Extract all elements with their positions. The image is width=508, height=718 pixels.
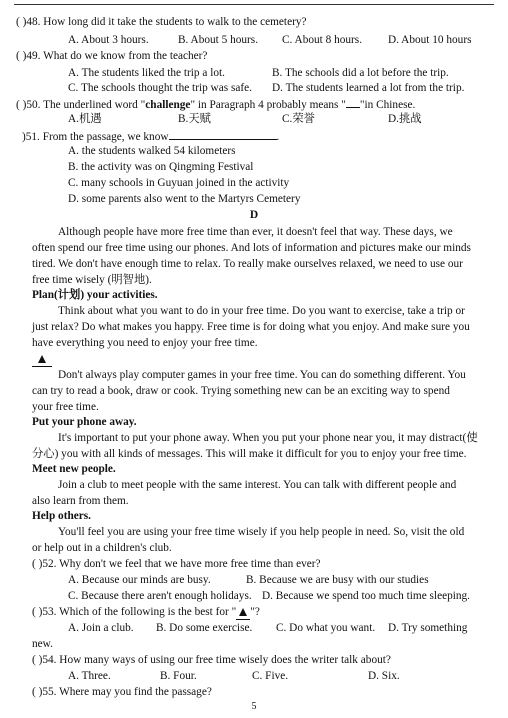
passage-line: tired. We don't have enough time to relax. To really make ourselves relaxed, we need to use our [32,258,463,270]
q49-stem: ( )49. What do we know from the teacher? [16,50,208,62]
q51-option-b: B. the activity was on Qingming Festival [68,161,254,173]
q48-stem: ( )48. How long did it take the students to walk to the cemetery? [16,16,307,28]
q52-option-c: C. Because there aren't enough holidays. [68,590,252,602]
q50-option-d: D.挑战 [388,113,422,125]
q49-option-c: C. The schools thought the trip was safe. [68,82,252,94]
passage-line: Join a club to meet people with the same interest. You can talk with different people and [58,479,457,491]
q51-stem-text: )51. From the passage, we know [22,131,169,143]
q53-option-d-continued: new. [32,638,53,650]
q50-option-c: C.荣誉 [282,113,315,125]
passage-line: Don't always play computer games in your free time. You can do something different. You [58,369,466,381]
q51-option-a: A. the students walked 54 kilometers [68,145,236,157]
passage-line: have everything you need to enjoy your free time. [32,337,258,349]
q53-option-d: D. Try something [388,622,468,634]
q52-option-b: B. Because we are busy with our studies [246,574,429,586]
passage-line: just relax? Do what makes you happy. Free time is for doing what you enjoy. And make sure you [32,321,470,333]
q51-answer-blank [169,129,277,140]
q51-option-d: D. some parents also went to the Martyrs Cemetery [68,193,301,205]
q51-stem-end: . [276,131,280,143]
passage-line: also learn from them. [32,495,129,507]
q51-stem [22,129,279,144]
page-number: 5 [251,701,257,712]
q50-underlined-word: challenge [145,99,191,111]
q53-option-c: C. Do what you want. [276,622,376,634]
heading-plan-activities: Plan(计划) your activities. [32,289,158,301]
triangle-icon [239,608,247,616]
passage-line: your free time. [32,401,99,413]
q50-stem-end: "in Chinese. [359,99,416,111]
passage-line: You'll feel you are using your free time wisely if you help people in need. So, visit the old [58,526,465,538]
passage-line: or help out in a children's club. [32,542,172,554]
q54-option-c: C. Five. [252,670,289,682]
q49-option-d: D. The students learned a lot from the trip. [272,82,465,94]
triangle-icon [38,355,46,363]
triangle-blank-heading [32,352,52,367]
q54-option-d: D. Six. [368,670,400,682]
heading-meet-new-people: Meet new people. [32,463,116,475]
q55-stem: ( )55. Where may you find the passage? [32,686,212,698]
q49-option-a: A. The students liked the trip a lot. [68,67,225,79]
q48-option-a: A. About 3 hours. [68,34,149,46]
q52-stem: ( )52. Why don't we feel that we have more free time than ever? [32,558,321,570]
q51-option-c: C. many schools in Guyuan joined in the activity [68,177,290,189]
q48-option-b: B. About 5 hours. [178,34,259,46]
q54-option-b: B. Four. [160,670,197,682]
q54-stem: ( )54. How many ways of using our free time wisely does the writer talk about? [32,654,391,666]
passage-line: 分心) you with all kinds of messages. This will make it difficult for you to enjoy your free time. [32,448,467,460]
passage-line: free time wisely (明智地). [32,274,152,286]
q53-stem [32,605,260,620]
heading-put-phone-away: Put your phone away. [32,416,137,428]
q54-option-a: A. Three. [68,670,111,682]
passage-line: It's important to put your phone away. When you put your phone near you, it may distract(使 [58,432,478,444]
q50-stem-post: " in Paragraph 4 probably means " [190,99,346,111]
q50-answer-blank [346,97,360,108]
q53-triangle-blank [236,605,250,620]
q50-stem-pre: ( )50. The underlined word " [16,99,146,111]
q53-option-b: B. Do some exercise. [156,622,253,634]
q52-option-d: D. Because we spend too much time sleeping. [262,590,470,602]
passage-line: Think about what you want to do in your free time. Do you want to exercise, take a trip or [58,305,465,317]
q48-option-c: C. About 8 hours. [282,34,363,46]
triangle-blank [32,352,52,367]
section-d-heading: D [249,209,259,221]
heading-help-others: Help others. [32,510,91,522]
q49-option-b: B. The schools did a lot before the trip. [272,67,449,79]
passage-line: can try to read a book, draw or cook. Trying something new can be an exciting way to spend [32,385,450,397]
q50-option-a: A.机遇 [68,113,102,125]
q50-stem [16,97,415,112]
q50-option-b: B.天赋 [178,113,211,125]
passage-line: Although people have more free time than ever, it doesn't feel that way. These days, we [58,226,453,238]
q53-option-a: A. Join a club. [68,622,134,634]
q52-option-a: A. Because our minds are busy. [68,574,211,586]
q53-stem-pre: ( )53. Which of the following is the best for " [32,606,237,618]
q53-stem-end: "? [250,606,260,618]
q48-option-d: D. About 10 hours [388,34,472,46]
passage-line: often spend our free time using our phones. And lots of information and pictures make our minds [32,242,471,254]
